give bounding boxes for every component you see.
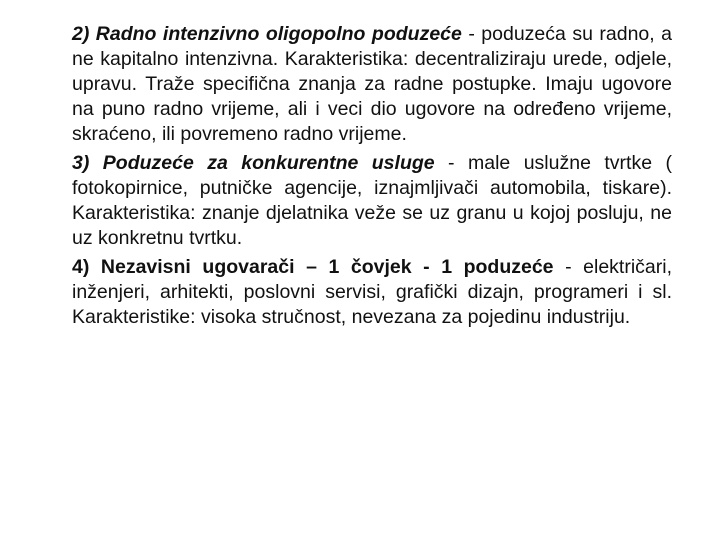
slide-content — [72, 22, 672, 334]
paragraph-body: - poduzeća su radno, a ne kapitalno intenzivna. Karakteristika: decentraliziraju urede, odjele, upravu. Traže specifična znanja za radne postupke. Imaju ugovore na puno radno vrijeme, ali i veci dio ugovore na određeno vrijeme, skraćeno, ili povremeno radno vrijeme. — [72, 23, 672, 145]
paragraph-body: - električari, inženjeri, arhitekti, poslovni servisi, grafički dizajn, programeri i sl. Karakteristike: visoka stručnost, nevezana za pojedinu industriju. — [72, 256, 672, 328]
paragraph-independent-contractors — [72, 255, 672, 330]
paragraph-competitive-services — [72, 151, 672, 251]
paragraph-heading: 4) Nezavisni ugovarači – 1 čovjek - 1 poduzeće — [72, 256, 554, 278]
paragraph-heading: 3) Poduzeće za konkurentne usluge — [72, 152, 435, 174]
paragraph-labour-intensive-oligopoly — [72, 22, 672, 147]
paragraph-body: - male uslužne tvrtke ( fotokopirnice, putničke agencije, iznajmljivači automobila, tiskare). Karakteristika: znanje djelatnika veže se uz granu u kojoj posluju, ne uz konkretnu tvrtku. — [72, 152, 672, 249]
paragraph-heading: 2) Radno intenzivno oligopolno poduzeće — [72, 23, 462, 45]
